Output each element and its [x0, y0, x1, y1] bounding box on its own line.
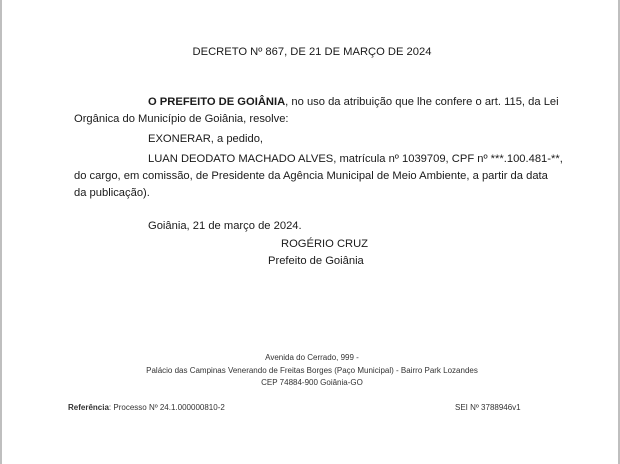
action-text: EXONERAR, a pedido,: [148, 133, 264, 145]
person-line-2: do cargo, em comissão, de Presidente da Agência Municipal de Meio Ambiente, a partir da data: [74, 170, 548, 182]
footer-address-line-2: Palácio das Campinas Venerando de Freitas Borges (Paço Municipal) - Bairro Park Lozandes: [146, 366, 478, 375]
footer-reference: [68, 403, 225, 412]
person-line-1: LUAN DEODATO MACHADO ALVES, matrícula nº 1039709, CPF nº ***.100.481-**,: [148, 153, 563, 165]
footer-address-line-3: CEP 74884-900 Goiânia-GO: [261, 378, 363, 387]
place-date: Goiânia, 21 de março de 2024.: [148, 220, 302, 232]
intro-bold-text: O PREFEITO DE GOIÂNIA: [148, 96, 286, 108]
sei-number: SEI Nº 3788946v1: [455, 403, 521, 412]
signer-name: ROGÉRIO CRUZ: [281, 238, 369, 250]
intro-rest-text: , no uso da atribuição que lhe confere o art. 115, da Lei: [285, 96, 559, 108]
intro-line-1: [148, 94, 559, 111]
footer-address-line-1: Avenida do Cerrado, 999 -: [265, 353, 359, 362]
reference-label: Referência: [68, 403, 109, 412]
reference-value: : Processo Nº 24.1.000000810-2: [108, 403, 225, 412]
intro-line-2: Orgânica do Município de Goiânia, resolve:: [74, 113, 289, 125]
person-line-3: da publicação).: [74, 187, 150, 199]
decree-title: DECRETO Nº 867, DE 21 DE MARÇO DE 2024: [192, 46, 432, 58]
signer-role: Prefeito de Goiânia: [268, 255, 364, 267]
